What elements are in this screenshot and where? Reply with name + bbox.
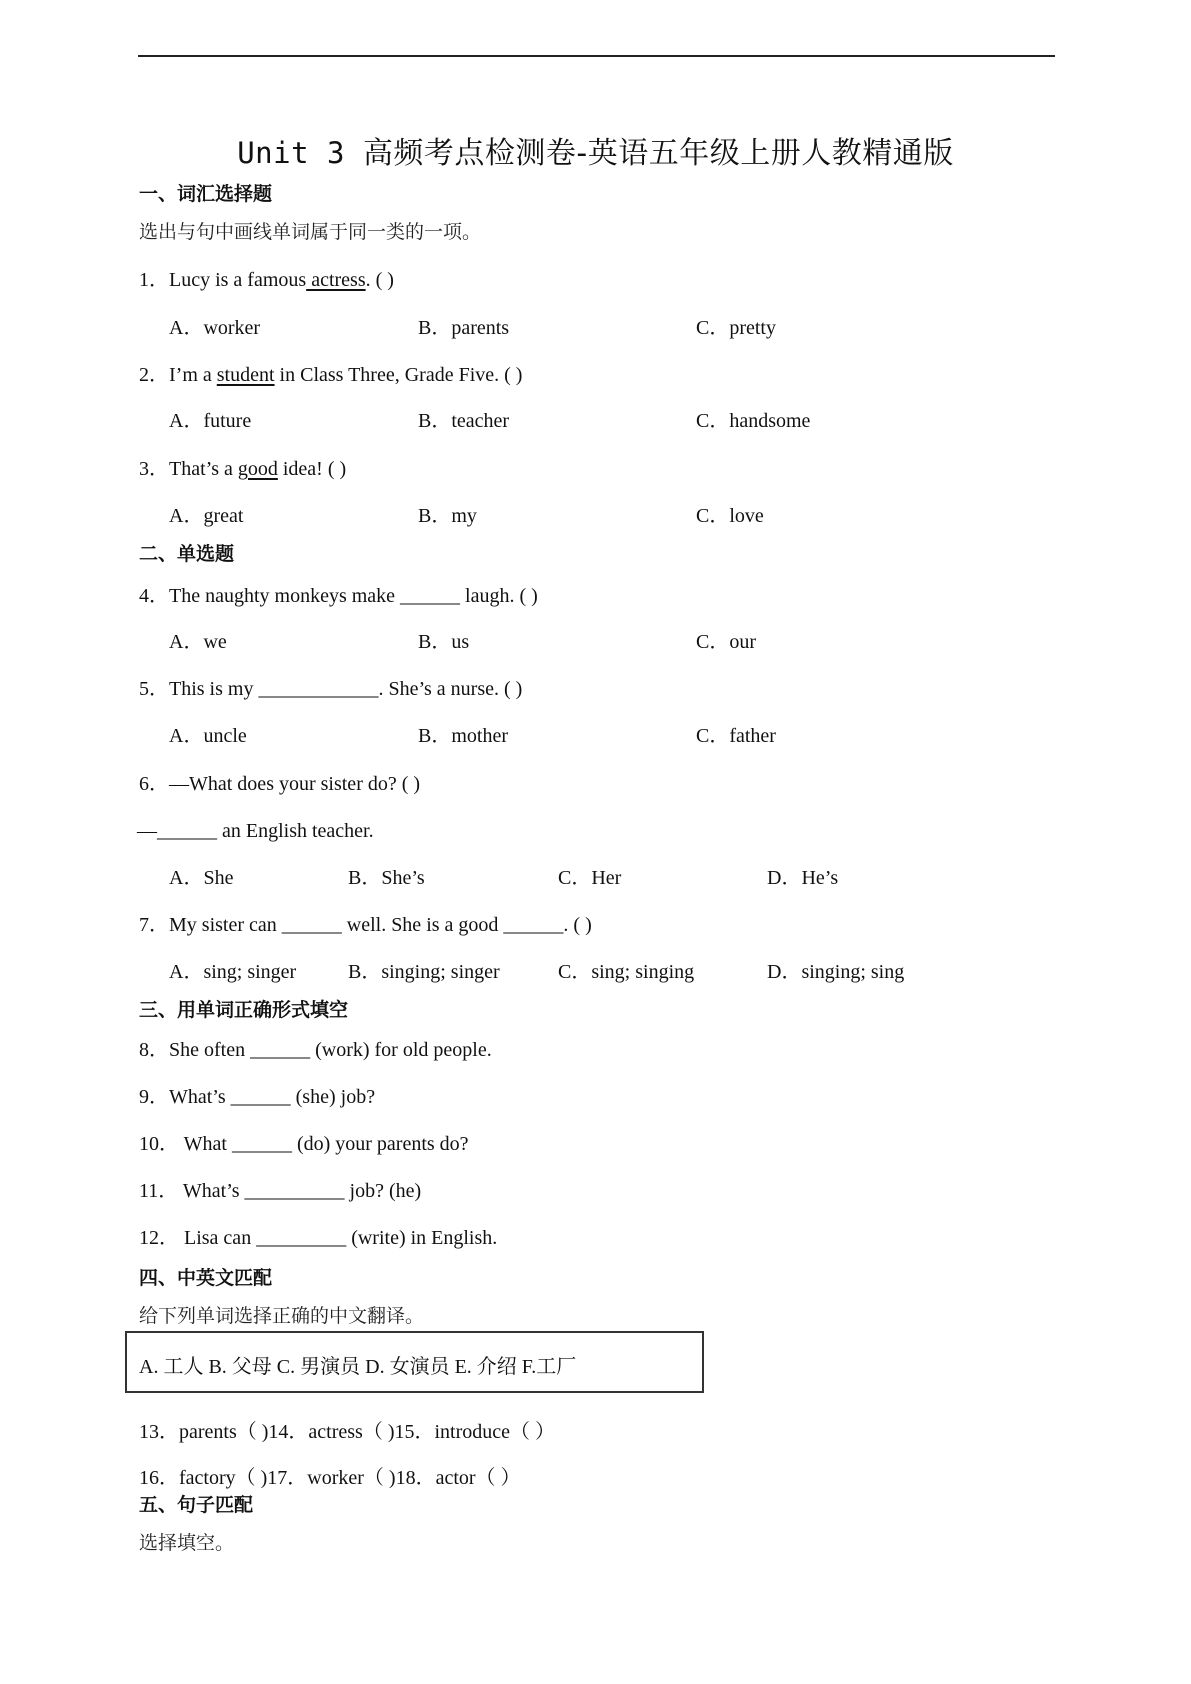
question-6 xyxy=(139,772,420,796)
question-number: 3． xyxy=(139,458,169,480)
question-text: in Class Three, Grade Five. ( ) xyxy=(274,364,523,386)
question-6-line2: —______ an English teacher. xyxy=(137,820,374,842)
question-number: 1． xyxy=(139,269,169,291)
question-text: What’s ______ (she) job? xyxy=(169,1086,376,1108)
question-1 xyxy=(139,268,394,292)
question-number: 12． xyxy=(139,1227,179,1249)
option-a[interactable]: A．future xyxy=(169,410,252,432)
option-a[interactable]: A．we xyxy=(169,631,227,653)
section-heading-2: 二、单选题 xyxy=(139,543,235,565)
question-text: That’s a xyxy=(169,458,238,480)
question-text: What ______ (do) your parents do? xyxy=(179,1133,469,1155)
word-bank-box xyxy=(125,1331,704,1393)
option-a[interactable]: A．uncle xyxy=(169,725,247,747)
question-number: 2． xyxy=(139,364,169,386)
section-instruction-4: 给下列单词选择正确的中文翻译。 xyxy=(139,1305,425,1327)
question-number: 4． xyxy=(139,585,169,607)
title-cn: 高频考点检测卷-英语五年级上册人教精通版 xyxy=(362,136,954,171)
question-text: My sister can ______ well. She is a good ______. ( ) xyxy=(169,914,592,936)
question-7 xyxy=(139,913,592,937)
question-4 xyxy=(139,584,538,608)
option-b[interactable]: B．mother xyxy=(418,725,508,747)
question-text: The naughty monkeys make ______ laugh. ( ) xyxy=(169,585,538,607)
option-c[interactable]: C．love xyxy=(696,505,764,527)
option-c[interactable]: C．handsome xyxy=(696,410,811,432)
option-b[interactable]: B．teacher xyxy=(418,410,510,432)
section-heading-5: 五、句子匹配 xyxy=(139,1494,254,1516)
header-rule xyxy=(138,55,1055,57)
underlined-word: good xyxy=(237,458,278,480)
option-b[interactable]: B．singing; singer xyxy=(348,961,500,983)
matching-row-2: 16．factory（ )17．worker（ )18．actor（ ） xyxy=(139,1467,521,1489)
matching-row-1: 13．parents（ )14．actress（ )15．introduce（ ） xyxy=(139,1421,556,1443)
question-number: 7． xyxy=(139,914,169,936)
option-d[interactable]: D．He’s xyxy=(767,867,839,889)
option-b[interactable]: B．us xyxy=(418,631,470,653)
question-text: . ( ) xyxy=(365,269,394,291)
underlined-word: actress xyxy=(306,269,366,291)
question-number: 11． xyxy=(139,1180,179,1202)
underlined-word: student xyxy=(216,364,275,386)
option-b[interactable]: B．parents xyxy=(418,317,510,339)
section-heading-1: 一、词汇选择题 xyxy=(139,183,273,205)
option-a[interactable]: A．sing; singer xyxy=(169,961,297,983)
question-number: 8． xyxy=(139,1039,169,1061)
question-text: —What does your sister do? ( ) xyxy=(169,773,421,795)
word-bank: A. 工人 B. 父母 C. 男演员 D. 女演员 E. 介绍 F.工厂 xyxy=(139,1356,577,1378)
option-d[interactable]: D．singing; sing xyxy=(767,961,905,983)
option-c[interactable]: C．Her xyxy=(558,867,622,889)
question-number: 6． xyxy=(139,773,169,795)
section-instruction-5: 选择填空。 xyxy=(139,1532,235,1554)
question-3 xyxy=(139,457,346,481)
question-8 xyxy=(139,1038,492,1062)
option-a[interactable]: A．great xyxy=(169,505,244,527)
question-text: Lucy is a famous xyxy=(169,269,307,291)
option-c[interactable]: C．father xyxy=(696,725,776,747)
option-a[interactable]: A．worker xyxy=(169,317,261,339)
question-12 xyxy=(139,1226,497,1250)
option-c[interactable]: C．pretty xyxy=(696,317,776,339)
question-text: She often ______ (work) for old people. xyxy=(169,1039,492,1061)
question-text: This is my ____________. She’s a nurse. ( ) xyxy=(169,678,523,700)
option-c[interactable]: C．our xyxy=(696,631,756,653)
page-title xyxy=(0,128,1191,172)
option-b[interactable]: B．my xyxy=(418,505,477,527)
question-text: What’s __________ job? (he) xyxy=(178,1180,422,1202)
title-en: Unit 3 xyxy=(237,136,363,170)
question-5 xyxy=(139,677,522,701)
question-10 xyxy=(139,1132,469,1156)
question-text: idea! ( ) xyxy=(277,458,347,480)
question-text: Lisa can _________ (write) in English. xyxy=(179,1227,498,1249)
section-heading-3: 三、用单词正确形式填空 xyxy=(139,999,349,1021)
section-instruction-1: 选出与句中画线单词属于同一类的一项。 xyxy=(139,221,482,243)
question-number: 9． xyxy=(139,1086,169,1108)
question-2 xyxy=(139,363,522,387)
question-11 xyxy=(139,1179,421,1203)
question-text: I’m a xyxy=(169,364,217,386)
option-b[interactable]: B．She’s xyxy=(348,867,425,889)
section-heading-4: 四、中英文匹配 xyxy=(139,1267,273,1289)
question-number: 5． xyxy=(139,678,169,700)
question-9 xyxy=(139,1085,375,1109)
option-a[interactable]: A．She xyxy=(169,867,234,889)
option-c[interactable]: C．sing; singing xyxy=(558,961,695,983)
question-number: 10． xyxy=(139,1133,179,1155)
